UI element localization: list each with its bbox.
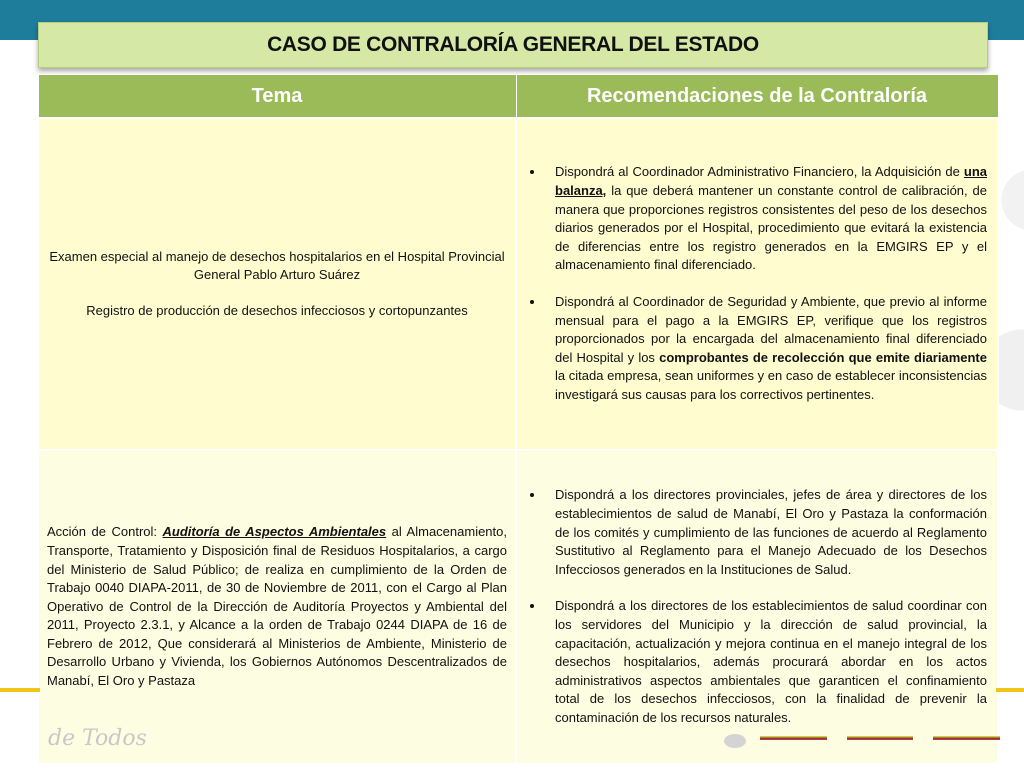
- emphasis-text: una balanza,: [555, 164, 987, 199]
- emblem-icon: [724, 734, 746, 748]
- header-recomendaciones: Recomendaciones de la Contraloría: [516, 75, 998, 119]
- emphasis-text: Auditoría de Aspectos Ambientales: [162, 524, 387, 540]
- emphasis-text: comprobantes de recolección que emite diariamente: [659, 349, 987, 365]
- recommendation-item: • Dispondrá a los directores provinciales, jefes de área y directores de los establecimientos de salud de Manabí, El Oro y Pastaza la conformación de los comités y cumplimiento de las funciones de acuerdo al Reglamento Sustitutivo al Reglamento para el Manejo Adecuado de los Desechos Infecciosos generados en la Instituciones de Salud.: [545, 486, 987, 579]
- slide-title-box: [38, 22, 988, 68]
- tema-cell: [38, 450, 516, 764]
- decorative-line: [996, 688, 1024, 692]
- slide-title: CASO DE CONTRALORÍA GENERAL DEL ESTADO: [267, 33, 759, 56]
- recommendation-item: • Dispondrá al Coordinador Administrativo Financiero, la Adquisición de una balanza, la que deberá mantener un constante control de calibración, de manera que proporciones registros consistentes del peso de los desechos diarios generados por el Hospital, procedimiento que evitará la existencia de diferencias entre los registro generados en la EMGIRS EP y el almacenamiento final diferenciado.: [545, 163, 987, 275]
- table-row: [38, 118, 998, 450]
- footer-slogan: de Todos: [48, 726, 147, 751]
- recommendations-cell: [516, 118, 998, 450]
- recommendations-cell: [516, 450, 998, 764]
- decorative-line: [0, 688, 40, 692]
- tema-cell: [38, 118, 516, 450]
- tema-text: Acción de Control: Auditoría de Aspectos Ambientales al Almacenamiento, Transporte, Tratamiento y Disposición final de Residuos Hospitalarios, a cargo del Ministerio de Salud Público; de realiza en cumplimiento de la Orden de Trabajo 0040 DIAPA-2011, de 30 de Noviembre de 2011, con el Cargo al Plan Operativo de Control de la Dirección de Auditoría Proyectos y Ambiental del 2011, Proyecto 2.3.1, y Alcance a la orden de Trabajo 0244 DIAPA de 16 de Febrero de 2012, Que considerará al Ministerios de Ambiente, Ministerio de Desarrollo Urbano y Vivienda, los Gobiernos Autónomos Descentralizados de Manabí, El Oro y Pastaza: [47, 524, 507, 689]
- table-row: [38, 450, 998, 764]
- tema-subtext: Registro de producción de desechos infecciosos y cortopunzantes: [86, 302, 468, 318]
- recommendations-table: [37, 74, 999, 765]
- recommendation-item: • Dispondrá a los directores de los establecimientos de salud coordinar con los servidores del Municipio y la dirección de salud provincial, la capacitación, actualización y mejora continua en el manejo integral de los desechos hospitalarios, además procurará abordar en los actos administrativos aspectos ambientales que garanticen el confinamiento total de los desechos infecciosos, con la finalidad de prevenir la contaminación de los recursos naturales.: [545, 597, 987, 727]
- header-tema: Tema: [38, 75, 516, 119]
- recommendation-item: • Dispondrá al Coordinador de Seguridad y Ambiente, que previo al informe mensual para el pago a la EMGIRS EP, verifique que los registros proporcionados por la encargada del almacenamiento final diferenciado del Hospital y los comprobantes de recolección que emite diariamente la citada empresa, sean uniformes y en caso de establecer inconsistencias investigará sus causas para los correctivos pertinentes.: [545, 293, 987, 405]
- flag-stripes: [760, 736, 1000, 746]
- table-header-row: [38, 75, 998, 119]
- tema-text: Examen especial al manejo de desechos hospitalarios en el Hospital Provincial General Pablo Arturo Suárez: [49, 248, 505, 283]
